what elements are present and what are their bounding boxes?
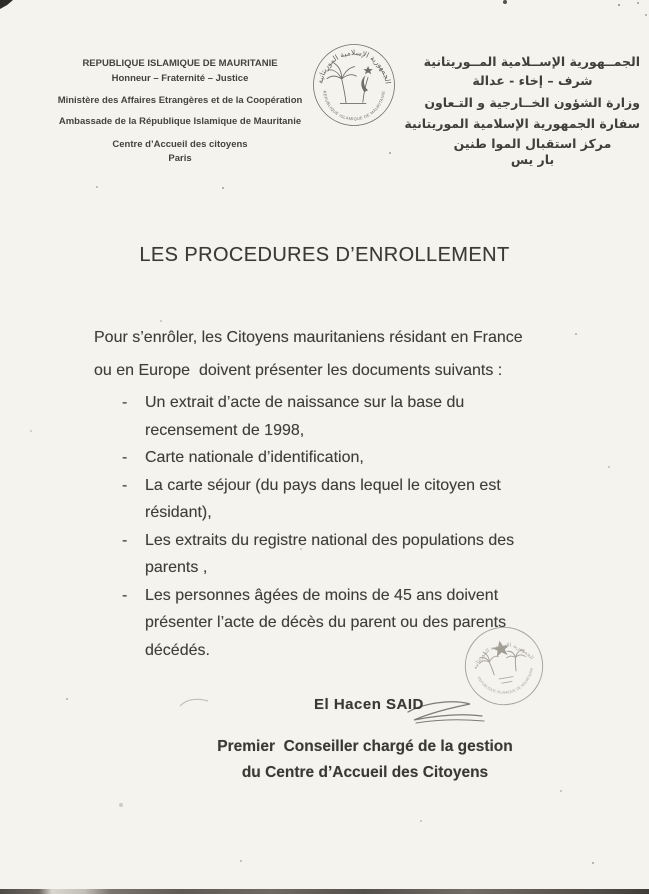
page-title: LES PROCEDURES D’ENROLLEMENT xyxy=(139,244,510,266)
letterhead-embassy-ar: سفارة الجمهورية الإسلامية الموريتانية xyxy=(404,116,640,131)
list-item-line: résidant), xyxy=(145,504,212,521)
letterhead-country-ar: الجمــهورية الإســلامية المــوريتانية xyxy=(423,54,640,69)
list-item-line: La carte séjour (du pays dans lequel le citoyen est xyxy=(145,476,501,494)
bullet-dash: - xyxy=(122,586,128,604)
list-item xyxy=(122,444,592,472)
mauritania-national-seal-icon xyxy=(310,40,398,130)
list-item-line: décédés. xyxy=(145,641,210,659)
letterhead-country: REPUBLIQUE ISLAMIQUE DE MAURITANIE xyxy=(82,58,278,69)
letterhead-ministry-ar: وزارة الشؤون الخــارجية و التـعاون xyxy=(424,95,640,110)
letterhead-center: Centre d’Accueil des citoyens xyxy=(112,139,248,150)
list-item-line: présenter l’acte de décès du parent ou des parents xyxy=(145,614,507,631)
letterhead-ministry: Ministère des Affaires Etrangères et de la Coopération xyxy=(57,95,303,106)
paper-speckles xyxy=(0,0,2,2)
seal-ring-text-arabic: الجمهورية الإسلامية الموريتانية xyxy=(315,48,393,85)
letterhead-arabic xyxy=(404,54,640,167)
letterhead-motto-ar: شرف – إخاء - عدالة xyxy=(472,73,593,88)
scan-bottom-edge xyxy=(0,889,649,894)
letterhead-center-ar: مركز استقبال الموا طنين xyxy=(453,136,612,151)
signatory-role xyxy=(170,734,560,786)
svg-text:الجمهورية الإسلامية الموريتاني xyxy=(469,637,535,671)
list-item-line: Un extrait d’acte de naissance sur la base du xyxy=(145,394,465,411)
letterhead-motto: Honneur – Fraternité – Justice xyxy=(111,73,249,84)
letterhead-city: Paris xyxy=(168,153,192,164)
seal-ring-text-french: REPUBLIQUE ISLAMIQUE DE MAURITANIE xyxy=(322,90,386,122)
list-item-line: parents , xyxy=(145,559,208,576)
signatory-role-line: Premier Conseiller chargé de la gestion xyxy=(217,738,513,755)
intro-line: ou en Europe doivent présenter les documents suivants : xyxy=(94,362,503,379)
list-item xyxy=(122,527,592,582)
letterhead-french xyxy=(50,58,310,165)
stray-pen-mark xyxy=(178,694,212,710)
list-item-line: recensement de 1998, xyxy=(145,421,305,439)
stamp-ring-text-arabic: الجمهورية الإسلامية الموريتانية xyxy=(472,642,535,671)
list-item xyxy=(122,389,592,444)
signatory-name: El Hacen SAID xyxy=(314,696,424,713)
bullet-dash: - xyxy=(122,531,128,549)
list-item-line: Les extraits du registre national des populations des xyxy=(145,531,515,549)
svg-text:REPUBLIQUE ISLAMIQUE DE MAURIT xyxy=(476,666,538,699)
intro-paragraph xyxy=(94,321,523,387)
intro-line: Pour s’enrôler, les Citoyens mauritaniens résidant en France xyxy=(94,329,523,346)
list-item xyxy=(122,472,592,527)
svg-text:REPUBLIQUE ISLAMIQUE DE MAURIT xyxy=(322,90,386,121)
bullet-dash: - xyxy=(122,449,128,466)
bullet-dash: - xyxy=(122,476,128,494)
letterhead-embassy: Ambassade de la République Islamique de Mauritanie xyxy=(58,116,302,127)
list-item-line: Carte nationale d’identification, xyxy=(145,449,364,466)
bullet-dash: - xyxy=(122,394,128,411)
stamp-ring-text-french: REPUBLIQUE ISLAMIQUE DE MAURITANIE xyxy=(476,667,534,695)
letterhead-city-ar: بار يس xyxy=(510,152,555,167)
list-item-line: Les personnes âgées de moins de 45 ans doivent xyxy=(145,586,499,604)
signatory-role-line: du Centre d’Accueil des Citoyens xyxy=(241,764,489,781)
